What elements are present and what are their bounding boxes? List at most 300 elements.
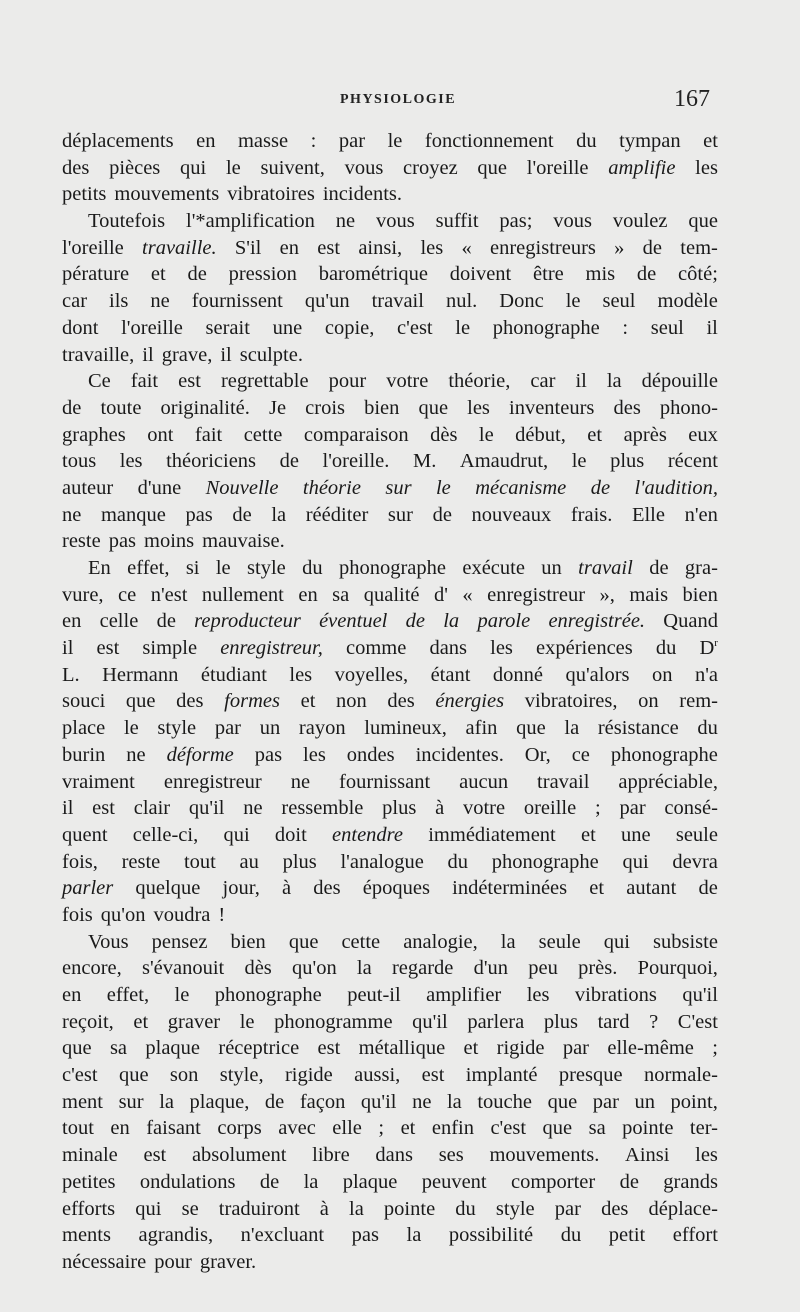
text-line — [62, 635, 718, 662]
text-line — [62, 582, 718, 609]
word: car — [530, 370, 556, 393]
word: de — [619, 1170, 639, 1193]
word: une — [621, 823, 651, 846]
text-line — [62, 448, 718, 475]
word: un — [259, 717, 281, 740]
word: libre — [312, 1144, 350, 1167]
word: possibilité — [448, 1224, 534, 1247]
word: le — [571, 450, 587, 473]
word: » — [614, 236, 625, 259]
word: : — [622, 316, 629, 339]
text-line — [62, 875, 718, 902]
word: de — [259, 1170, 280, 1193]
text-line — [62, 902, 718, 929]
word: mais — [629, 583, 669, 606]
word: tem- — [680, 236, 718, 259]
text-line — [62, 1035, 718, 1062]
word: que — [547, 1090, 578, 1113]
word: donné — [492, 663, 543, 686]
word: « — [462, 583, 473, 606]
body-text — [62, 128, 718, 1276]
word: style — [157, 717, 197, 740]
text-line — [62, 395, 718, 422]
word: toute — [100, 396, 142, 419]
word: de — [232, 503, 252, 526]
word: peuvent — [421, 1170, 487, 1193]
word: Hermann — [102, 663, 179, 686]
word: expériences — [536, 637, 633, 660]
word: seul — [650, 316, 684, 339]
word: c'est — [62, 1064, 98, 1087]
word: gra- — [684, 557, 718, 579]
word: que — [688, 210, 718, 233]
word: le — [387, 130, 403, 152]
word: minale — [62, 1144, 118, 1167]
word: si — [185, 557, 200, 579]
word: sur — [387, 503, 413, 526]
word: style — [495, 1197, 535, 1220]
word: est — [317, 236, 341, 259]
word: travaille, — [62, 343, 135, 366]
word: l'audition, — [634, 476, 718, 499]
word: consé- — [664, 797, 718, 820]
word: ainsi, — [358, 236, 403, 259]
word: lumineux, — [364, 717, 447, 740]
word: la — [443, 610, 460, 633]
word: Quand — [663, 610, 718, 633]
word: frais. — [570, 503, 613, 526]
word: des — [176, 690, 204, 713]
word: nécessaire — [62, 1250, 147, 1273]
word: que — [516, 717, 546, 740]
text-line — [62, 235, 718, 262]
word: d'une — [137, 476, 182, 499]
word: que — [418, 396, 449, 419]
word: ; — [712, 1037, 718, 1060]
word: cette — [243, 423, 283, 446]
word: en — [62, 610, 82, 633]
word: mis — [585, 263, 616, 286]
word: crois — [305, 396, 345, 419]
word: l'*amplification — [186, 210, 315, 233]
word: dès — [244, 957, 272, 980]
word: dans — [375, 1144, 413, 1167]
word: moins — [144, 530, 195, 553]
word: suivent, — [260, 156, 325, 179]
word: qu'il — [682, 984, 718, 1006]
word: rem- — [679, 690, 718, 713]
text-line — [62, 128, 718, 155]
word: en — [196, 130, 216, 152]
word: mauvaise. — [202, 530, 285, 553]
word: le — [174, 984, 190, 1006]
word: : — [310, 130, 317, 152]
word: serait — [205, 316, 250, 339]
word: la — [500, 930, 516, 953]
word: « — [461, 236, 472, 259]
word: burin — [62, 743, 106, 766]
word: plaque — [342, 1170, 398, 1193]
word: Donc — [499, 290, 544, 313]
word: incidents. — [322, 183, 402, 206]
text-line — [62, 955, 718, 982]
word: qu'un — [304, 290, 350, 313]
word: des — [387, 690, 415, 713]
text-line — [62, 155, 718, 182]
word: barométrique — [318, 263, 428, 286]
word: théorie — [302, 476, 361, 499]
text-line — [62, 608, 718, 635]
word: effet, — [106, 984, 150, 1006]
word: les — [303, 743, 326, 766]
word: la — [564, 717, 580, 740]
word: et — [587, 423, 603, 446]
word: Elle — [631, 503, 665, 526]
word: phonographe — [610, 743, 718, 766]
word: est — [317, 1037, 341, 1060]
text-line — [62, 662, 718, 689]
text-line — [62, 422, 718, 449]
word: réceptrice — [218, 1037, 300, 1060]
word: pensez — [151, 930, 208, 953]
word: et — [703, 130, 718, 152]
word: qu'il — [412, 1010, 448, 1033]
word: vibratoires, — [524, 690, 618, 713]
text-line — [62, 181, 718, 208]
word: travaille. — [142, 236, 217, 259]
word: de — [405, 610, 425, 633]
word: modèle — [657, 290, 718, 313]
text-line — [62, 742, 718, 769]
word: ter- — [689, 1117, 718, 1140]
word: simple — [142, 637, 198, 660]
running-head: PHYSIOLOGIE — [340, 92, 457, 107]
word: ne — [126, 743, 146, 766]
word: ne — [243, 797, 263, 820]
word: jour, — [222, 877, 260, 900]
word: les — [526, 984, 550, 1006]
word: est — [421, 1064, 445, 1087]
word: qui — [180, 156, 207, 179]
text-line — [62, 208, 718, 235]
word: croyez — [403, 156, 458, 179]
word: par — [338, 130, 366, 152]
word: la — [303, 1170, 319, 1193]
word: pas; — [499, 210, 533, 233]
word: inventeurs — [509, 396, 595, 419]
word: ne — [62, 503, 82, 526]
word: masse — [237, 130, 289, 152]
word: celle — [99, 610, 139, 633]
word: pointe — [383, 1197, 436, 1220]
text-line — [62, 795, 718, 822]
word: incidentes. — [415, 743, 504, 766]
word: du — [447, 850, 469, 873]
word: plus — [282, 850, 317, 873]
word: étant — [430, 663, 471, 686]
word: n'en — [684, 503, 718, 526]
word: $D^r$ — [699, 637, 718, 660]
word: après — [623, 423, 667, 446]
word: par — [619, 797, 646, 820]
word: avec — [278, 1117, 316, 1140]
word: corps — [217, 1117, 262, 1140]
word: et — [463, 1037, 479, 1060]
word: dont — [62, 316, 99, 339]
text-line — [62, 1249, 718, 1276]
word: peut-il — [347, 984, 401, 1006]
word: formes — [224, 690, 280, 713]
word: et — [589, 877, 605, 900]
word: l'oreille — [121, 316, 183, 339]
word: en — [110, 1117, 130, 1140]
word: car — [62, 290, 88, 313]
word: déplace- — [648, 1197, 718, 1220]
word: le — [123, 717, 139, 740]
word: ondes — [346, 743, 395, 766]
word: voudra — [153, 903, 211, 926]
word: on — [651, 663, 673, 686]
word: elle-même — [607, 1037, 694, 1060]
word: tous — [62, 450, 97, 473]
word: pas — [108, 530, 137, 553]
word: de — [187, 263, 207, 286]
word: petit — [608, 1224, 646, 1247]
word: sur — [385, 476, 412, 499]
word: que — [288, 930, 319, 953]
word: pérature — [62, 263, 130, 286]
word: votre — [386, 370, 429, 393]
word: étudiant — [200, 663, 267, 686]
word: la — [159, 1090, 174, 1113]
word: c'est — [397, 316, 433, 339]
word: ont — [147, 423, 174, 446]
text-line — [62, 1222, 718, 1249]
word: reproducteur — [194, 610, 301, 633]
word: qualité — [363, 583, 420, 606]
word: le — [225, 156, 241, 179]
word: ne — [335, 210, 356, 233]
word: est — [92, 797, 115, 820]
word: En — [88, 557, 111, 579]
word: que — [118, 1064, 149, 1087]
word: pour — [328, 370, 367, 393]
word: qu'on — [292, 957, 337, 980]
word: Ainsi — [625, 1144, 670, 1167]
word: le — [455, 316, 471, 339]
text-line — [62, 769, 718, 796]
word: être — [533, 263, 564, 286]
word: on — [638, 690, 659, 713]
word: la — [356, 957, 372, 980]
word: plus — [610, 450, 645, 473]
word: Nouvelle — [205, 476, 279, 499]
text-line — [62, 1009, 718, 1036]
word: n'est — [150, 583, 188, 606]
word: phonographe — [214, 984, 322, 1006]
word: autant — [626, 877, 677, 900]
word: enregistreur — [163, 770, 262, 793]
word: plus — [382, 797, 417, 820]
word: fois, — [62, 850, 98, 873]
word: il — [575, 370, 587, 393]
word: en — [298, 583, 318, 606]
word: phonographe — [492, 316, 600, 339]
word: est — [143, 1144, 167, 1167]
word: exécute — [462, 557, 525, 579]
word: », — [599, 583, 615, 606]
word: l'oreille. — [322, 450, 390, 473]
word: la — [271, 503, 287, 526]
word: effet, — [127, 557, 170, 579]
word: côté; — [678, 263, 718, 286]
word: pression — [228, 263, 297, 286]
word: s'évanouit — [141, 957, 225, 980]
page-header — [60, 88, 710, 118]
word: enregistreur, — [220, 637, 323, 660]
word: du — [576, 130, 597, 152]
word: de — [642, 236, 663, 259]
word: rigide — [284, 1064, 333, 1087]
word: travail — [371, 290, 424, 313]
page-number: 167 — [674, 86, 710, 112]
word: voulez — [612, 210, 668, 233]
word: Or, — [524, 743, 551, 766]
word: doivent — [449, 263, 512, 286]
word: pointe — [622, 1117, 674, 1140]
word: à — [282, 877, 292, 900]
word: phonographe — [338, 557, 446, 579]
word: rigide — [496, 1037, 545, 1060]
word: son — [169, 1064, 199, 1087]
word: n'a — [694, 663, 718, 686]
word: c'est — [490, 1117, 527, 1140]
word: place — [62, 717, 106, 740]
word: parole — [477, 610, 531, 633]
word: métallique — [358, 1037, 446, 1060]
word: seule — [538, 930, 581, 953]
word: se — [181, 1197, 199, 1220]
word: nouveaux — [471, 503, 552, 526]
word: vibratoires — [227, 183, 315, 206]
word: comme — [345, 637, 407, 660]
word: ils — [109, 290, 129, 313]
word: travail — [578, 557, 633, 579]
word: celle-ci, — [132, 823, 199, 846]
word: aucun — [459, 770, 509, 793]
word: ne — [150, 290, 170, 313]
word: que — [125, 690, 156, 713]
word: de — [636, 263, 657, 286]
word: du — [697, 717, 718, 740]
word: Amaudrut, — [459, 450, 549, 473]
word: mécanisme — [475, 476, 567, 499]
word: Pourquoi, — [637, 957, 718, 980]
word: regarde — [391, 957, 454, 980]
word: Ce — [88, 370, 111, 393]
word: immédiatement — [428, 823, 556, 846]
word: sa — [588, 1117, 606, 1140]
word: un — [541, 557, 562, 579]
word: vraiment — [62, 770, 135, 793]
word: qui — [223, 823, 250, 846]
word: de — [590, 476, 611, 499]
word: grands — [663, 1170, 718, 1193]
word: fait — [130, 370, 159, 393]
word: est — [178, 370, 201, 393]
word: l'analogue — [340, 850, 424, 873]
word: en — [279, 236, 300, 259]
word: aussi, — [354, 1064, 401, 1087]
word: sur — [118, 1090, 144, 1113]
word: pas — [351, 1224, 379, 1247]
word: ? — [649, 1010, 659, 1033]
word: la — [406, 1224, 422, 1247]
word: vous — [553, 210, 592, 233]
word: graver — [167, 1010, 221, 1033]
word: des — [601, 1197, 629, 1220]
word: d'un — [473, 957, 509, 980]
word: qui — [603, 930, 630, 953]
word: les — [289, 663, 313, 686]
word: ce — [118, 583, 137, 606]
word: n'excluant — [240, 1224, 325, 1247]
word: absolument — [191, 1144, 287, 1167]
word: et — [400, 1117, 416, 1140]
word: qu'alors — [565, 663, 630, 686]
word: tout — [62, 1117, 94, 1140]
word: récent — [667, 450, 718, 473]
word: vibrations — [574, 984, 657, 1006]
word: nul. — [445, 290, 478, 313]
word: que — [477, 156, 508, 179]
word: bien — [230, 930, 266, 953]
word: Je — [268, 396, 287, 419]
word: normale- — [643, 1064, 718, 1087]
word: vous — [376, 210, 415, 233]
word: comporter — [510, 1170, 596, 1193]
word: un — [634, 1090, 655, 1113]
word: du — [455, 1197, 476, 1220]
word: pas — [185, 503, 213, 526]
word: petits — [62, 183, 107, 206]
word: voyelles, — [334, 663, 409, 686]
word: comparaison — [303, 423, 409, 446]
word: le — [565, 290, 581, 313]
text-line — [62, 982, 718, 1009]
word: oreille — [523, 797, 577, 820]
word: sa — [109, 1037, 128, 1060]
word: tard — [597, 1010, 630, 1033]
word: mouvements — [114, 183, 220, 206]
word: à — [435, 797, 445, 820]
word: de — [698, 877, 718, 900]
word: de — [156, 610, 176, 633]
word: effort — [672, 1224, 718, 1247]
word: efforts — [62, 1197, 116, 1220]
word: l'oreille — [62, 236, 124, 259]
word: indéterminées — [452, 877, 568, 900]
word: ne — [412, 1090, 432, 1113]
word: de — [264, 1090, 285, 1113]
word: fournissent — [191, 290, 283, 313]
word: touche — [477, 1090, 532, 1113]
text-line — [62, 502, 718, 529]
text-line — [62, 1169, 718, 1196]
word: sculpte. — [239, 343, 303, 366]
word: C'est — [677, 1010, 718, 1033]
word: par — [214, 717, 242, 740]
